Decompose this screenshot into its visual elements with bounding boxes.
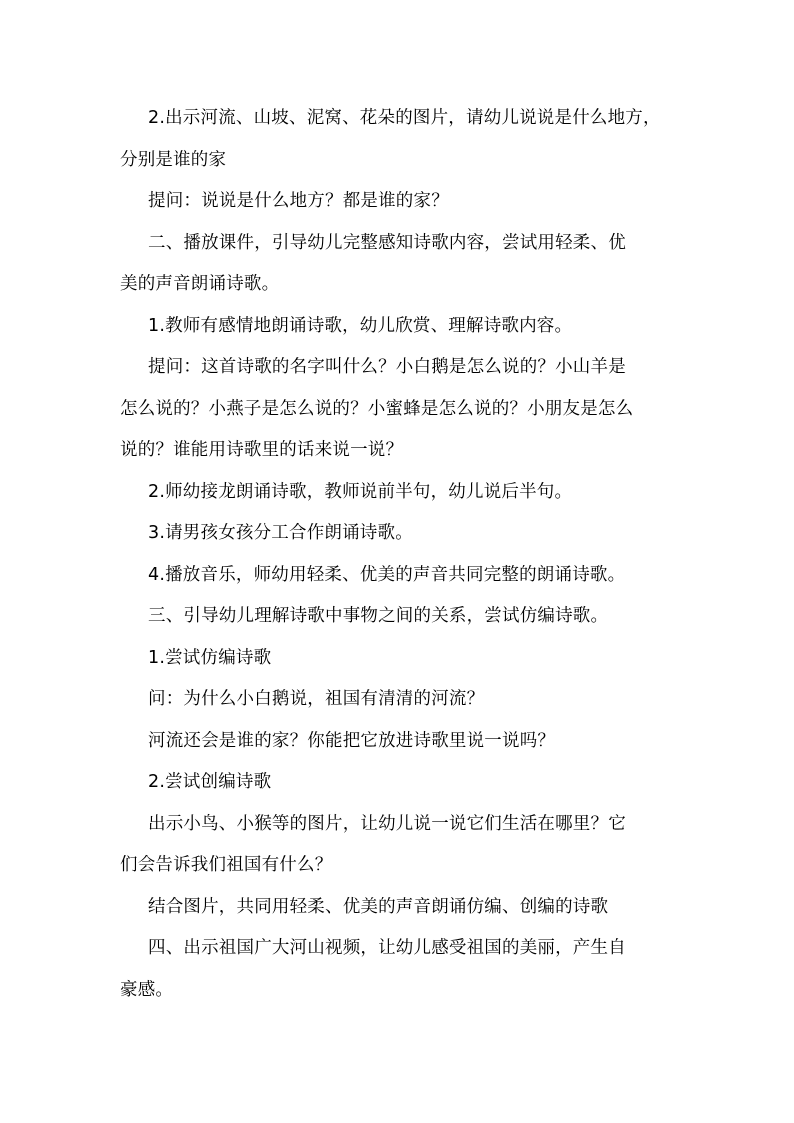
section-heading-line: 四、出示祖国广大河山视频，让幼儿感受祖国的美丽，产生自	[148, 938, 626, 958]
document-body	[120, 98, 695, 1011]
paragraph-line: 2.尝试创编诗歌	[148, 772, 272, 792]
section-heading-line: 二、播放课件，引导幼儿完整感知诗歌内容，尝试用轻柔、优	[148, 232, 626, 253]
paragraph-line: 豪感。	[120, 979, 174, 1000]
paragraph-line: 1.尝试仿编诗歌	[148, 647, 272, 668]
paragraph-line: 4.播放音乐，师幼用轻柔、优美的声音共同完整的朗诵诗歌。	[148, 564, 626, 585]
paragraph-line: 们会告诉我们祖国有什么？	[120, 855, 333, 875]
paragraph-line: 2.师幼接龙朗诵诗歌，教师说前半句，幼儿说后半句。	[148, 481, 573, 502]
paragraph-line: 怎么说的？小燕子是怎么说的？小蜜蜂是怎么说的？小朋友是怎么	[120, 398, 634, 419]
paragraph-line: 分别是谁的家	[120, 149, 227, 170]
paragraph-line: 说的？谁能用诗歌里的话来说一说？	[120, 440, 404, 460]
paragraph-line: 美的声音朗诵诗歌。	[120, 274, 280, 294]
paragraph-line: 1.教师有感情地朗诵诗歌，幼儿欣赏、理解诗歌内容。	[148, 315, 573, 336]
paragraph-line: 3.请男孩女孩分工合作朗诵诗歌。	[148, 523, 413, 543]
paragraph-line: 提问：这首诗歌的名字叫什么？小白鹅是怎么说的？小山羊是	[148, 357, 626, 377]
paragraph-line: 河流还会是谁的家？你能把它放进诗歌里说一说吗？	[148, 730, 556, 751]
paragraph-line: 问：为什么小白鹅说，祖国有清清的河流？	[148, 689, 485, 709]
paragraph-line: 2.出示河流、山坡、泥窝、花朵的图片，请幼儿说说是什么地方，	[148, 108, 661, 128]
paragraph-line: 提问：说说是什么地方？都是谁的家？	[148, 191, 449, 211]
section-heading-line: 三、引导幼儿理解诗歌中事物之间的关系，尝试仿编诗歌。	[148, 606, 609, 626]
paragraph-line: 结合图片，共同用轻柔、优美的声音朗诵仿编、创编的诗歌	[148, 896, 609, 917]
paragraph-line: 出示小鸟、小猴等的图片，让幼儿说一说它们生活在哪里？它	[148, 813, 626, 834]
